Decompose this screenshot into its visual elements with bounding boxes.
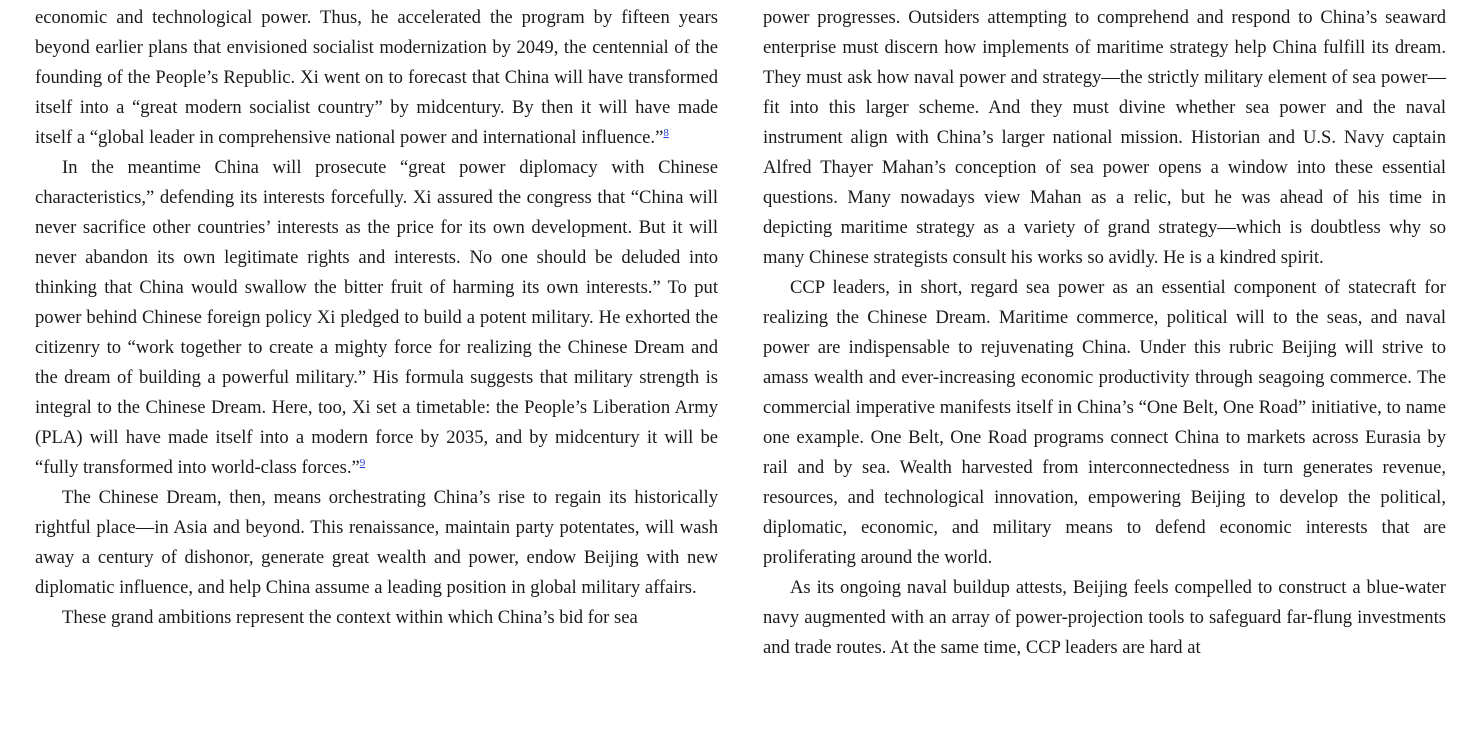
paragraph	[35, 153, 718, 483]
right-column	[763, 3, 1446, 663]
paragraph-text: CCP leaders, in short, regard sea power as an essential component of statecraft for realizing the Chinese Dream. Maritime commerce, political will to the seas, and naval power are indispensable to rejuvenating China. Under this rubric Beijing will strive to amass wealth and ever-increasing economic productivity through seagoing commerce. The commercial imperative manifests itself in China’s “One Belt, One Road” initiative, to name one example. One Belt, One Road programs connect China to markets across Eurasia by rail and by sea. Wealth harvested from interconnectedness in turn generates revenue, resources, and technological innovation, empowering Beijing to develop the political, diplomatic, economic, and military means to defend economic interests that are proliferating around the world.	[763, 277, 1446, 568]
paragraph	[763, 3, 1446, 273]
footnote-link[interactable]: 9	[359, 456, 366, 469]
paragraph	[35, 3, 718, 153]
paragraph-text: In the meantime China will prosecute “great power diplomacy with Chinese characteristics,” defending its interests forcefully. Xi assured the congress that “China will never sacrifice other countries’ interests as the price for its own development. But it will never abandon its own legitimate rights and interests. No one should be deluded into thinking that China would swallow the bitter fruit of harming its own interests.” To put power behind Chinese foreign policy Xi pledged to build a potent military. He exhorted the citizenry to “work together to create a mighty force for realizing the Chinese Dream and the dream of building a powerful military.” His formula suggests that military strength is integral to the Chinese Dream. Here, too, Xi set a timetable: the People’s Liberation Army (PLA) will have made itself into a modern force by 2035, and by midcentury it will be “fully transformed into world-class forces.”	[35, 157, 718, 478]
paragraph	[763, 573, 1446, 663]
paragraph-text: The Chinese Dream, then, means orchestrating China’s rise to regain its historically rightful place—in Asia and beyond. This renaissance, maintain party potentates, will wash away a century of dishonor, generate great wealth and power, endow Beijing with new diplomatic influence, and help China assume a leading position in global military affairs.	[35, 487, 718, 598]
paragraph	[35, 603, 718, 633]
footnote-link[interactable]: 8	[663, 126, 669, 139]
paragraph	[763, 273, 1446, 573]
paragraph	[35, 483, 718, 603]
paragraph-text: These grand ambitions represent the context within which China’s bid for sea	[62, 607, 638, 628]
paragraph-text: economic and technological power. Thus, he accelerated the program by fifteen years beyond earlier plans that envisioned socialist modernization by 2049, the centennial of the founding of the People’s Republic. Xi went on to forecast that China will have transformed itself into a “great modern socialist country” by midcentury. By then it will have made itself a “global leader in comprehensive national power and international influence.”	[35, 7, 718, 148]
left-column	[35, 3, 718, 633]
paragraph-text: As its ongoing naval buildup attests, Beijing feels compelled to construct a blue-water navy augmented with an array of power-projection tools to safeguard far-flung investments and trade routes. At the same time, CCP leaders are hard at	[763, 577, 1446, 658]
paragraph-text: power progresses. Outsiders attempting to comprehend and respond to China’s seaward enterprise must discern how implements of maritime strategy help China fulfill its dream. They must ask how naval power and strategy—the strictly military element of sea power—fit into this larger scheme. And they must divine whether sea power and the naval instrument align with China’s larger national mission. Historian and U.S. Navy captain Alfred Thayer Mahan’s conception of sea power opens a window into these essential questions. Many nowadays view Mahan as a relic, but he was ahead of his time in depicting maritime strategy as a variety of grand strategy—which is doubtless why so many Chinese strategists consult his works so avidly. He is a kindred spirit.	[763, 7, 1446, 268]
